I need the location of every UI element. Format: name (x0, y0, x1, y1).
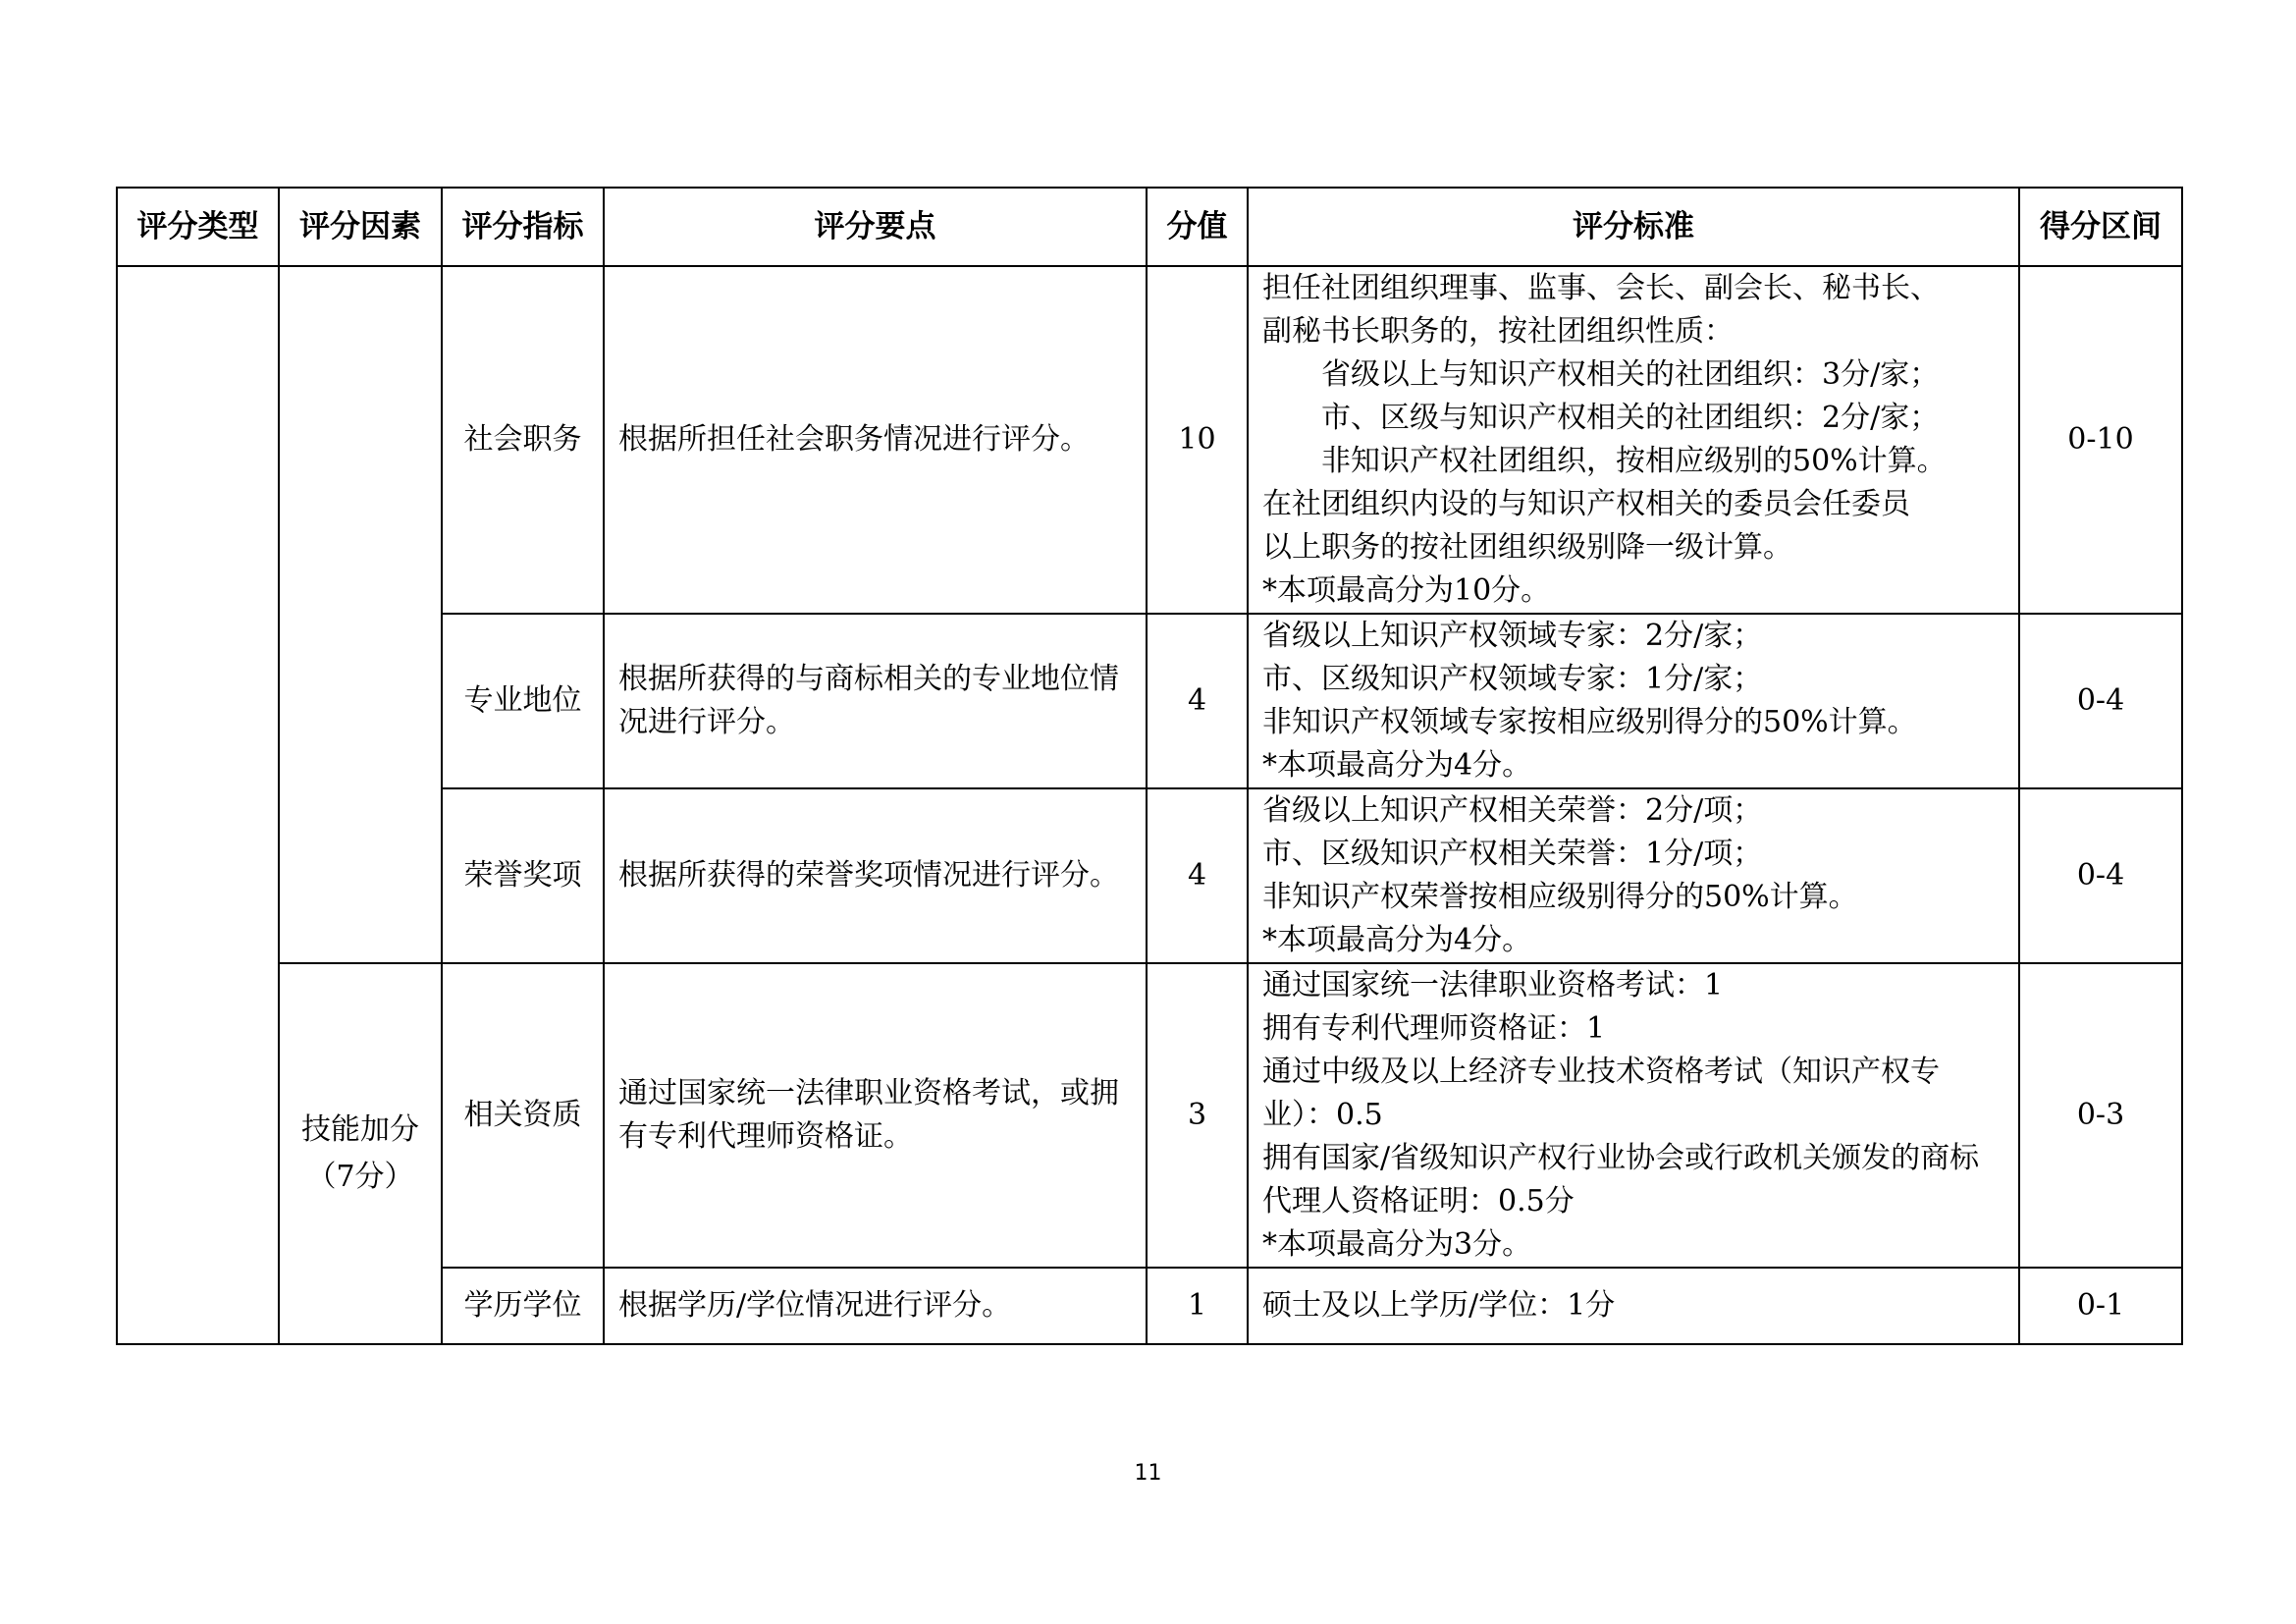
standard-line: 副秘书长职务的，按社团组织性质： (1262, 314, 1734, 349)
standard-line: *本项最高分为4分。 (1262, 748, 1532, 783)
range-cell: 0-10 (2019, 266, 2182, 614)
standard-line: 通过国家统一法律职业资格考试：1 (1262, 968, 1724, 1002)
standard-cell (1248, 266, 2019, 614)
key-points-cell: 根据学历/学位情况进行评分。 (604, 1268, 1147, 1344)
score-cell: 10 (1147, 266, 1248, 614)
standard-line: 市、区级知识产权相关荣誉：1分/项； (1262, 837, 1763, 871)
key-points-cell: 根据所获得的与商标相关的专业地位情况进行评分。 (604, 614, 1147, 788)
standard-line: 以上职务的按社团组织级别降一级计算。 (1262, 530, 1792, 565)
range-cell: 0-1 (2019, 1268, 2182, 1344)
score-cell: 1 (1147, 1268, 1248, 1344)
standard-line: 担任社团组织理事、监事、会长、副会长、秘书长、 (1262, 271, 1940, 305)
key-points-cell: 根据所获得的荣誉奖项情况进行评分。 (604, 788, 1147, 963)
indicator-cell: 荣誉奖项 (442, 788, 604, 963)
standard-line: 非知识产权社团组织，按相应级别的50%计算。 (1321, 444, 1947, 478)
factor-cell-skill-bonus: 技能加分（7分） (279, 963, 442, 1344)
factor-cell (279, 266, 442, 963)
standard-line: *本项最高分为4分。 (1262, 923, 1532, 957)
header-key-points: 评分要点 (604, 188, 1147, 266)
standard-line: *本项最高分为3分。 (1262, 1227, 1532, 1262)
page-number: 11 (1134, 1461, 1162, 1486)
header-standard: 评分标准 (1248, 188, 2019, 266)
indicator-cell: 相关资质 (442, 963, 604, 1268)
table-header-row (117, 188, 2182, 266)
score-cell: 4 (1147, 614, 1248, 788)
standard-line: 市、区级知识产权领域专家：1分/家； (1262, 662, 1763, 696)
header-range: 得分区间 (2019, 188, 2182, 266)
standard-line: 省级以上与知识产权相关的社团组织：3分/家； (1321, 357, 1940, 392)
standard-cell (1248, 1268, 2019, 1344)
key-points-cell: 根据所担任社会职务情况进行评分。 (604, 266, 1147, 614)
type-cell (117, 266, 279, 1344)
standard-cell (1248, 614, 2019, 788)
standard-line: 在社团组织内设的与知识产权相关的委员会任委员 (1262, 487, 1910, 521)
standard-line: 非知识产权荣誉按相应级别得分的50%计算。 (1262, 880, 1858, 914)
standard-line: 省级以上知识产权相关荣誉：2分/项； (1262, 793, 1763, 828)
standard-line: 省级以上知识产权领域专家：2分/家； (1262, 619, 1763, 653)
header-factor: 评分因素 (279, 188, 442, 266)
range-cell: 0-4 (2019, 614, 2182, 788)
table-row (117, 266, 2182, 614)
standard-line: 拥有国家/省级知识产权行业协会或行政机关颁发的商标代理人资格证明：0.5分 (1262, 1141, 1980, 1218)
standard-cell (1248, 788, 2019, 963)
standard-cell (1248, 963, 2019, 1268)
key-points-cell: 通过国家统一法律职业资格考试，或拥有专利代理师资格证。 (604, 963, 1147, 1268)
range-cell: 0-3 (2019, 963, 2182, 1268)
indicator-cell: 社会职务 (442, 266, 604, 614)
score-cell: 3 (1147, 963, 1248, 1268)
standard-line: 通过中级及以上经济专业技术资格考试（知识产权专业）：0.5 (1262, 1055, 1940, 1132)
table-row (117, 963, 2182, 1268)
standard-line: 硕士及以上学历/学位：1分 (1262, 1288, 1616, 1323)
scoring-table (116, 187, 2183, 1345)
range-cell: 0-4 (2019, 788, 2182, 963)
standard-line: *本项最高分为10分。 (1262, 573, 1551, 608)
standard-line: 拥有专利代理师资格证：1 (1262, 1011, 1606, 1046)
header-indicator: 评分指标 (442, 188, 604, 266)
standard-line: 市、区级与知识产权相关的社团组织：2分/家； (1321, 401, 1940, 435)
header-type: 评分类型 (117, 188, 279, 266)
header-score: 分值 (1147, 188, 1248, 266)
indicator-cell: 专业地位 (442, 614, 604, 788)
indicator-cell: 学历学位 (442, 1268, 604, 1344)
score-cell: 4 (1147, 788, 1248, 963)
standard-line: 非知识产权领域专家按相应级别得分的50%计算。 (1262, 705, 1917, 739)
